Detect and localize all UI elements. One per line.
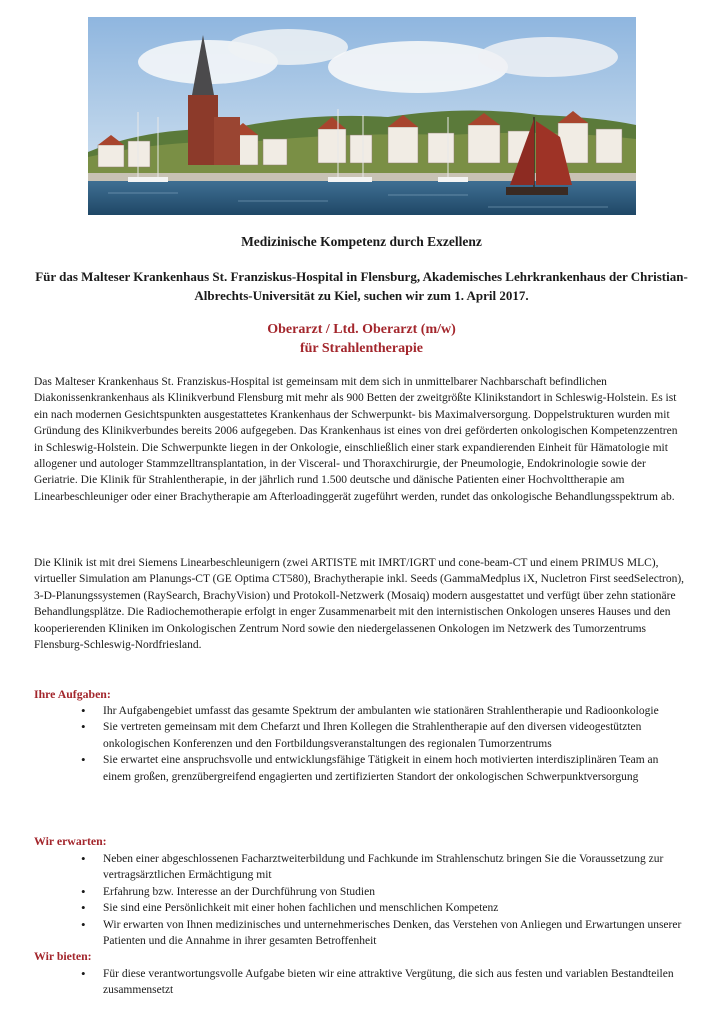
paragraph-equipment: Die Klinik ist mit drei Siemens Linearbeschleunigern (zwei ARTISTE mit IMRT/IGRT und cone-beam-CT und einem PRIMUS MLC), virtueller Simulation am Planungs-CT (GE Optima CT580), Brachytherapie inkl. Seeds (GammaMedplus iX, Nucletron First seedSelectron), 3-D-Planungssystemen (RaySearch, BrachyVision) und Protokoll-Netzwerk (Mosaiq) modern ausgestattet und verfügt über zehn stationäre Behandlungsplätze. Die Radiochemotherapie erfolgt in enger Zusammenarbeit mit den internistischen Onkologen unseres Hauses und den kooperierenden Kliniken im Onkologischen Zentrum Nord sowie den niedergelassenen Onkologen im Netzwerk des Tumorzentrums Flensburg-Schleswig-Nordfriesland.	[34, 557, 685, 652]
list-aufgaben	[34, 703, 686, 785]
job-title-line-2: für Strahlentherapie	[299, 341, 423, 356]
paragraph-clinic: Das Malteser Krankenhaus St. Franziskus-Hospital ist gemeinsam mit dem sich in unmittelbarer Nachbarschaft befindlichen Diakonissenkrankenhaus als Klinikverbund Flensburg mit mehr als 900 Betten der zweitgrößte Klinikstandort in Schleswig-Holstein. Es ist ein nach modernen Gesichtspunkten ausgestattetes Krankenhaus der Schwerpunkt- bis Maximalversorgung. Doppelstrukturen wurden mit Gründung des Klinikverbundes bereits 2006 aufgegeben. Das Krankenhaus ist eines von drei geförderten onkologischen Kompetenzzentren in Schleswig-Holstein. Die Schwerpunkte liegen in der Onkologie, einschließlich einer stark expandierenden Einheit für Hämatologie mit allogener und autologer Stammzelltransplantation, in der Visceral- und Thoraxchirurgie, der Pneumologie, Endokrinologie sowie der Geriatrie. Die Klinik für Strahlentherapie, in der jährlich rund 1.500 deutsche und dänische Patienten einer Hochvolttherapie am Linearbeschleuniger oder einer Brachytherapie am Afterloadinggerät zugeführt werden, rundet das onkologische Behandlungsspektrum ab.	[34, 376, 678, 503]
list-item: • Sie erwartet eine anspruchsvolle und entwicklungsfähige Tätigkeit in einem hoch motivierten interdisziplinären Team an einem großen, grenzübergreifend engagierten und zertifizierten Standort der onkologischen Schwerpunktversorgung	[34, 752, 686, 785]
intro-text: Für das Malteser Krankenhaus St. Franziskus-Hospital in Flensburg, Akademisches Lehrkrankenhaus der Christian-Albrechts-Universität zu Kiel, suchen wir zum 1. April 2017.	[35, 269, 688, 303]
list-item: • Sie vertreten gemeinsam mit dem Chefarzt und Ihren Kollegen die Strahlentherapie auf den diversen videogestützten onkologischen Konferenzen und den Fortbildungsveranstaltungen des regionalen Tumorzentrums	[34, 719, 686, 752]
section-heading-bieten: Wir bieten:	[34, 949, 92, 963]
job-title-line-1: Oberarzt / Ltd. Oberarzt (m/w)	[267, 322, 456, 337]
list-item: • Neben einer abgeschlossenen Facharztweiterbildung und Fachkunde im Strahlenschutz bringen Sie die Voraussetzung zur vertragsärztlichen Ermächtigung mit	[34, 851, 686, 884]
harbour-photo	[88, 17, 636, 215]
job-title	[30, 320, 693, 358]
list-item: • Ihr Aufgabengebiet umfasst das gesamte Spektrum der ambulanten wie stationären Strahlentherapie und Radioonkologie	[34, 703, 686, 719]
section-heading-erwarten: Wir erwarten:	[34, 834, 107, 848]
list-item: • Wir erwarten von Ihnen medizinisches und unternehmerisches Denken, das Verstehen von Anliegen und Erwartungen unserer Patienten und die Annahme in ihrer gesamten Betroffenheit	[34, 917, 686, 950]
list-erwarten	[34, 851, 686, 949]
list-bieten	[34, 966, 686, 999]
list-item: • Erfahrung bzw. Interesse an der Durchführung von Studien	[34, 884, 686, 900]
list-item: • Für diese verantwortungsvolle Aufgabe bieten wir eine attraktive Vergütung, die sich aus festen und variablen Bestandteilen zusammensetzt	[34, 966, 686, 999]
headline: Medizinische Kompetenz durch Exzellenz	[241, 234, 482, 249]
section-heading-aufgaben: Ihre Aufgaben:	[34, 687, 111, 701]
list-item: • Sie sind eine Persönlichkeit mit einer hohen fachlichen und menschlichen Kompetenz	[34, 900, 686, 916]
